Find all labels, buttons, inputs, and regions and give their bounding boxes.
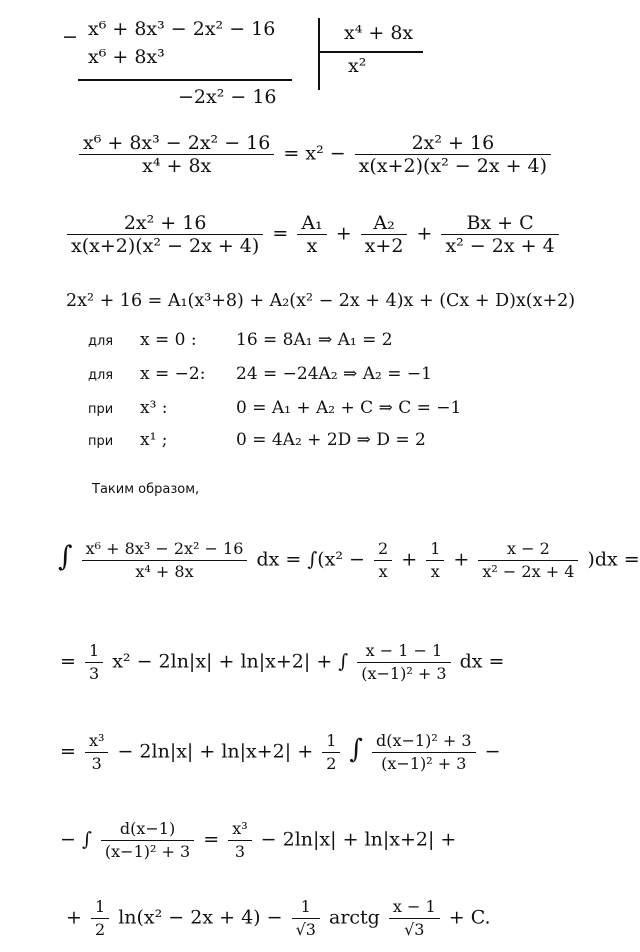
int4-fraction-2-denominator: 3 xyxy=(234,842,245,861)
int1-fraction-2-numerator: 1 xyxy=(426,538,444,561)
eq1-rhs-denominator: x(x+2)(x² − 2x + 4) xyxy=(358,155,548,177)
int3-middle: − 2ln|x| + ln|x+2| + xyxy=(117,740,314,763)
division-quotient: x² xyxy=(348,55,367,77)
int5-end: + C. xyxy=(448,906,491,929)
int3-fraction-1-denominator: 3 xyxy=(91,754,102,773)
int2-fraction-2 xyxy=(357,640,450,685)
int5-middle: ln(x² − 2x + 4) − xyxy=(118,906,283,929)
int5-half-numerator: 1 xyxy=(91,896,109,919)
eq2-equals: = xyxy=(272,222,289,245)
int2-fraction-1 xyxy=(85,640,103,685)
condition-value: x³ : xyxy=(140,398,168,418)
int1-fraction-1-denominator: x xyxy=(378,562,388,581)
int1-middle: dx = ∫(x² − xyxy=(256,548,365,571)
eq2-lhs-numerator: 2x² + 16 xyxy=(67,212,263,235)
eq1-middle: = x² − xyxy=(283,142,346,165)
int5-half-denominator: 2 xyxy=(94,920,106,939)
int5-fraction-arg xyxy=(389,896,440,941)
int3-fraction-2 xyxy=(372,730,476,775)
eq2-term-3-numerator: Bx + C xyxy=(441,212,558,235)
division-subtrahend: x⁶ + 8x³ xyxy=(88,46,165,68)
int1-fraction-3-denominator: x² − 2x + 4 xyxy=(482,562,575,581)
division-dividend: x⁶ + 8x³ − 2x² − 16 xyxy=(88,18,276,40)
eq1-rhs-fraction xyxy=(355,132,551,177)
int3-fraction-2-denominator: (x−1)² + 3 xyxy=(381,754,467,773)
integral-line-4 xyxy=(60,818,456,863)
int5-start: + xyxy=(66,906,82,929)
int4-fraction-1-denominator: (x−1)² + 3 xyxy=(104,842,191,861)
eq1-lhs-denominator: x⁴ + 8x xyxy=(142,155,212,177)
int1-plus-2: + xyxy=(453,548,470,571)
eq2-term-2 xyxy=(361,212,408,257)
int4-end: − 2ln|x| + ln|x+2| + xyxy=(260,828,457,851)
int1-fraction-1-numerator: 2 xyxy=(374,538,392,561)
int1-fraction-2 xyxy=(426,538,444,583)
int5-fraction-half xyxy=(91,896,109,941)
condition-word: для xyxy=(88,368,114,383)
int1-fraction-1 xyxy=(374,538,392,583)
int3-fraction-half xyxy=(322,730,340,775)
eq2-term-3-denominator: x² − 2x + 4 xyxy=(445,235,555,257)
condition-row xyxy=(88,330,393,350)
int1-main-numerator: x⁶ + 8x³ − 2x² − 16 xyxy=(82,538,248,561)
int2-fraction-1-numerator: 1 xyxy=(85,640,103,663)
condition-value: x = −2: xyxy=(140,364,206,384)
int4-fraction-1 xyxy=(101,818,194,863)
int5-arg-numerator: x − 1 xyxy=(389,896,440,919)
int1-main-fraction xyxy=(82,538,248,583)
condition-result: 0 = 4A₂ + 2D ⇒ D = 2 xyxy=(236,430,426,450)
int2-fraction-2-denominator: (x−1)² + 3 xyxy=(361,664,447,683)
division-minus-sign: − xyxy=(62,26,78,48)
int5-arctg: arctg xyxy=(329,906,380,929)
eq2-term-1-numerator: A₁ xyxy=(297,212,326,235)
eq2-term-2-denominator: x+2 xyxy=(364,235,404,257)
eq2-plus-1: + xyxy=(335,222,352,245)
int2-middle: x² − 2ln|x| + ln|x+2| + ∫ xyxy=(112,650,349,673)
integral-sign: ∫ xyxy=(349,734,363,765)
eq2-term-3 xyxy=(441,212,558,257)
int3-fraction-1 xyxy=(85,730,108,775)
integral-line-1 xyxy=(58,538,640,583)
eq2-term-1 xyxy=(297,212,326,257)
int5-fraction-sqrt xyxy=(292,896,320,941)
int3-half-denominator: 2 xyxy=(326,754,337,773)
equation-2 xyxy=(64,212,562,257)
condition-row xyxy=(88,364,432,384)
int4-start: − ∫ xyxy=(60,828,92,851)
condition-row xyxy=(88,430,426,450)
integral-sign: ∫ xyxy=(58,539,73,573)
integral-line-5 xyxy=(66,896,491,941)
int1-fraction-2-denominator: x xyxy=(430,562,440,581)
int5-sqrt-numerator: 1 xyxy=(292,896,320,919)
condition-row xyxy=(88,398,461,418)
eq1-lhs-numerator: x⁶ + 8x³ − 2x² − 16 xyxy=(79,132,274,155)
eq2-lhs-fraction xyxy=(67,212,263,257)
int5-sqrt-denominator: √3 xyxy=(295,920,316,939)
int5-arg-denominator: √3 xyxy=(404,920,425,939)
int1-end: )dx = xyxy=(587,548,640,571)
division-remainder: −2x² − 16 xyxy=(178,86,277,108)
int3-fraction-2-numerator: d(x−1)² + 3 xyxy=(372,730,476,753)
condition-result: 0 = A₁ + A₂ + C ⇒ C = −1 xyxy=(236,398,462,418)
thus-caption: Таким образом, xyxy=(92,482,200,497)
eq2-lhs-denominator: x(x+2)(x² − 2x + 4) xyxy=(71,235,260,257)
int3-half-numerator: 1 xyxy=(322,730,340,753)
eq2-term-2-numerator: A₂ xyxy=(361,212,408,235)
int4-equals: = xyxy=(203,828,220,851)
int2-fraction-1-denominator: 3 xyxy=(88,664,100,683)
eq1-rhs-numerator: 2x² + 16 xyxy=(355,132,551,155)
int4-fraction-1-numerator: d(x−1) xyxy=(101,818,194,841)
int4-fraction-2-numerator: x³ xyxy=(228,818,251,841)
int2-fraction-2-numerator: x − 1 − 1 xyxy=(357,640,450,663)
int3-end: − xyxy=(484,740,501,763)
int1-main-denominator: x⁴ + 8x xyxy=(135,562,194,581)
condition-result: 16 = 8A₁ ⇒ A₁ = 2 xyxy=(236,330,393,350)
int3-start: = xyxy=(60,740,76,763)
eq2-term-1-denominator: x xyxy=(306,235,318,257)
int3-fraction-1-numerator: x³ xyxy=(85,730,108,753)
integral-line-3 xyxy=(60,730,501,775)
condition-word: при xyxy=(88,402,114,417)
int1-fraction-3 xyxy=(478,538,578,583)
division-divisor-line xyxy=(319,51,423,53)
int4-fraction-2 xyxy=(228,818,251,863)
equation-1 xyxy=(76,132,554,177)
int2-end: dx = xyxy=(459,650,505,673)
condition-value: x = 0 : xyxy=(140,330,197,350)
int2-start: = xyxy=(60,650,76,673)
int1-plus-1: + xyxy=(401,548,418,571)
division-subtract-line xyxy=(78,79,292,81)
division-vertical-bar xyxy=(318,18,320,90)
equation-3-identity: 2x² + 16 = A₁(x³+8) + A₂(x² − 2x + 4)x + (Cx + D)x(x+2) xyxy=(66,291,576,311)
condition-word: для xyxy=(88,334,114,349)
integral-line-2 xyxy=(60,640,504,685)
condition-word: при xyxy=(88,434,114,449)
eq2-plus-2: + xyxy=(416,222,433,245)
eq1-lhs-fraction xyxy=(79,132,274,177)
condition-value: x¹ ; xyxy=(140,430,168,450)
condition-result: 24 = −24A₂ ⇒ A₂ = −1 xyxy=(236,364,432,384)
int1-fraction-3-numerator: x − 2 xyxy=(478,538,578,561)
division-divisor: x⁴ + 8x xyxy=(344,22,414,44)
